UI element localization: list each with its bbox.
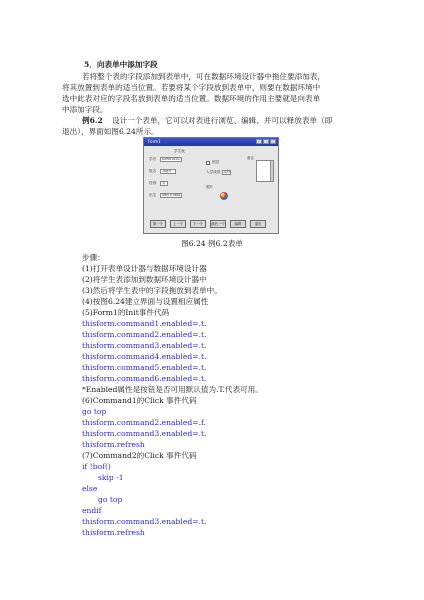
code-line: else <box>82 484 98 493</box>
next-button: 下一个 <box>190 220 206 228</box>
field-gender: 男 <box>160 181 168 186</box>
steps-heading: 步骤： <box>82 253 105 262</box>
intro-line-2: 将其放置到表单的适当位置。若要将某个字段放到表单中，则要在数据环境中 <box>62 83 321 92</box>
photo-image <box>220 192 228 200</box>
step-3: (3)然后将学生表中的字段拖放到表单中。 <box>82 286 222 295</box>
intro-line-1: 若将整个表的字段添加到表单中，可在数据环境设计器中拖住要添加表， <box>82 72 325 81</box>
example-line-1: 设计一个表单，它可以对表进行浏览、编辑、并可以释放表单（即 <box>112 116 333 125</box>
label-photo: 照片 <box>206 185 214 189</box>
code-line: thisform.command6.enabled=.t. <box>82 374 207 383</box>
form-title: Form1 <box>148 139 161 144</box>
label-id: 学号 <box>149 157 157 161</box>
code-line: thisform.command2.enabled=.f. <box>82 418 206 427</box>
field-birth: 09/01/1984 <box>162 193 181 197</box>
window-buttons <box>256 139 276 144</box>
step-1: (1)打开表单设计器与数据环境设计器 <box>82 264 207 273</box>
maximize-icon <box>263 139 269 144</box>
label-member: 团员 <box>212 160 220 164</box>
figure-caption: 图6.24 例6.2表单 <box>181 239 243 248</box>
label-enroll: 入学成绩 <box>206 170 221 174</box>
intro-line-4: 中添加字段。 <box>62 105 108 114</box>
minimize-icon <box>256 139 262 144</box>
code-line: thisform.command1.enabled=.t. <box>82 319 207 328</box>
form-screenshot <box>143 137 279 234</box>
example-label: 例6.2 <box>82 116 103 125</box>
edit-button: 编辑 <box>230 220 246 228</box>
step-7: (7)Command2的Click 事件代码 <box>82 451 197 460</box>
section-title: 5．向表单中添加字段 <box>84 60 158 69</box>
step-6: (6)Command1的Click 事件代码 <box>82 396 197 405</box>
label-birth: 出生 <box>149 193 157 197</box>
code-line: skip -1 <box>98 473 124 482</box>
code-line: thisform.refresh <box>82 440 145 449</box>
code-line: thisform.command3.enabled=.t. <box>82 341 207 350</box>
code-line: go top <box>82 407 107 416</box>
code-line: go top <box>98 495 123 504</box>
exit-button: 退出 <box>250 220 266 228</box>
label-name: 姓名 <box>149 169 157 173</box>
code-line: thisform.command4.enabled=.t. <box>82 352 207 361</box>
code-line: thisform.command3.enabled=.t. <box>82 517 207 526</box>
code-line: thisform.command5.enabled=.t. <box>82 363 207 372</box>
intro-line-3: 选中此表对应的字段名放到表单的适当位置。数据环境的作用主要就是向表单 <box>62 94 321 103</box>
step-4: (4)按图6.24建立界面与设置相应属性 <box>82 297 209 306</box>
example-line-2: 退出），界面如图6.24所示。 <box>62 127 159 136</box>
step-5: (5)Form1的Init事件代码 <box>82 308 170 317</box>
field-name: 刘晓军 <box>160 169 176 174</box>
code-line: thisform.command3.enabled=.t. <box>82 429 207 438</box>
step-2: (2)将学生表添加到数据环境设计器中 <box>82 275 207 284</box>
code-line: thisform.refresh <box>82 528 145 537</box>
label-gender: 性别 <box>149 181 157 185</box>
first-button: 第一个 <box>150 220 166 228</box>
code-line: if !bof() <box>82 462 111 471</box>
last-button: 最后一个 <box>211 222 225 226</box>
form-header: 学生表 <box>174 149 185 153</box>
close-icon <box>270 139 276 144</box>
field-enroll: 437 <box>224 170 231 174</box>
enabled-note: *Enabled属性是按钮是否可用默认值为.T.代表可用。 <box>82 385 263 394</box>
member-checkbox <box>206 161 210 165</box>
code-line: endif <box>82 506 102 515</box>
code-line: thisform.command2.enabled=.t. <box>82 330 207 339</box>
field-id: s09010101 <box>160 157 182 162</box>
label-notes: 备注 <box>247 156 255 160</box>
prev-button: 上一个 <box>170 220 186 228</box>
notes-memo <box>256 160 274 182</box>
